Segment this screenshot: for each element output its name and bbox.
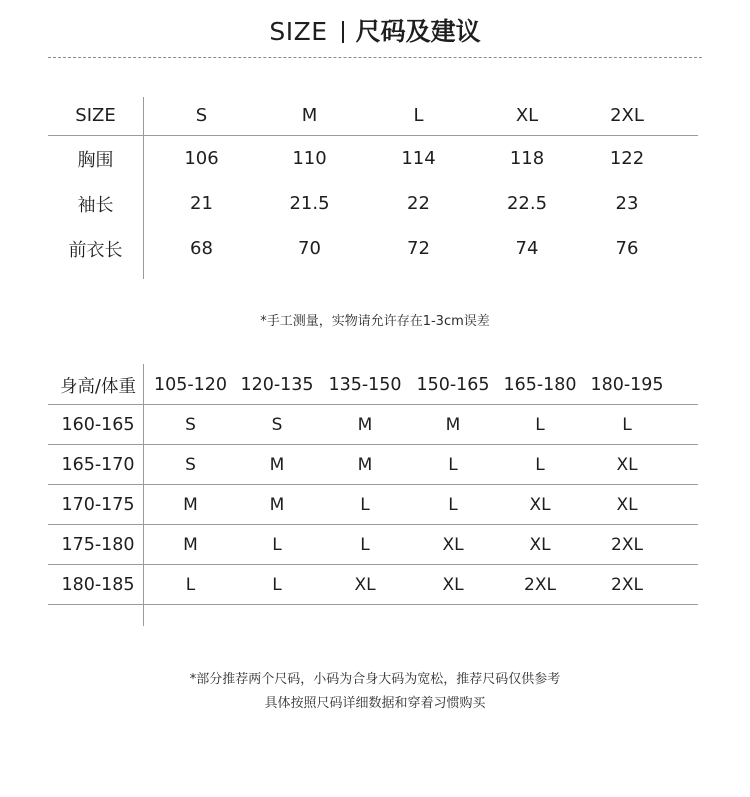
row-label: 前衣长 [68, 239, 123, 261]
title-zh: 尺码及建议 [355, 17, 481, 46]
table-cell: 122 [609, 148, 645, 169]
table-cell: 2XL [524, 574, 556, 595]
size-column-header: L [413, 104, 424, 126]
size-column-header: S [195, 104, 208, 126]
recommendation-note-line: 具体按照尺码详细数据和穿着习惯购买 [264, 696, 486, 711]
table-cell: XL [529, 534, 551, 555]
table-cell: L [360, 494, 370, 515]
title-separator [342, 21, 344, 43]
table-cell: M [183, 534, 198, 555]
table-row [48, 525, 698, 565]
height-row-label: 175-180 [61, 534, 135, 555]
table-cell: 22.5 [506, 193, 548, 214]
recommendation-note-line: *部分推荐两个尺码，小码为合身大码为宽松，推荐尺码仅供参考 [189, 672, 561, 687]
weight-column-header: 180-195 [590, 375, 664, 395]
table-cell: XL [354, 574, 376, 595]
table-cell: M [269, 454, 285, 475]
row-label: 胸围 [77, 149, 114, 171]
table-cell: 21 [190, 193, 213, 214]
weight-column-header: 165-180 [503, 375, 577, 395]
size-recommend-table [48, 366, 698, 631]
table-cell: L [535, 414, 545, 435]
table-cell: 76 [615, 238, 639, 259]
table-cell: M [357, 454, 373, 475]
table-cell: XL [529, 494, 551, 515]
table-cell: L [448, 454, 458, 475]
table-row [48, 181, 698, 226]
table-cell: 68 [190, 238, 213, 259]
table-row [48, 485, 698, 525]
table-cell: S [271, 414, 283, 435]
table-cell: 72 [407, 238, 430, 259]
table-cell: L [360, 534, 370, 555]
measurement-note: *手工测量，实物请允许存在1-3cm误差 [260, 314, 490, 329]
height-row-label: 180-185 [61, 574, 135, 595]
recommendation-note [0, 668, 750, 716]
table-cell: M [357, 414, 373, 435]
title-en: SIZE [269, 17, 328, 46]
table-cell: L [448, 494, 458, 515]
weight-column-header: 105-120 [153, 375, 228, 395]
table-row [48, 405, 698, 445]
table-cell: 70 [298, 238, 321, 259]
table-row [48, 226, 698, 271]
table-cell: L [622, 414, 632, 435]
height-row-label: 170-175 [61, 494, 135, 515]
weight-column-header: 120-135 [240, 375, 314, 395]
table-header-row [48, 95, 698, 136]
size-measure-table [48, 95, 698, 271]
weight-column-header: 150-165 [416, 375, 490, 395]
table-cell: XL [616, 494, 638, 515]
table-cell: L [535, 454, 545, 475]
table-cell: M [445, 414, 461, 435]
table-cell: 2XL [611, 574, 643, 595]
table-cell: 21.5 [289, 193, 330, 214]
table-header-row [48, 366, 698, 405]
table-row [48, 445, 698, 485]
page-title [0, 14, 750, 50]
table-cell: S [185, 454, 196, 475]
table-cell: 106 [184, 148, 219, 169]
table-cell: XL [442, 574, 464, 595]
weight-column-header: 135-150 [328, 375, 402, 395]
size-column-header: M [301, 104, 318, 126]
table-cell: M [269, 494, 285, 515]
table-empty-row [48, 605, 698, 631]
dashed-divider [48, 57, 702, 58]
table-cell: 74 [515, 238, 539, 259]
header-label: 身高/体重 [60, 376, 136, 397]
size-column-header: XL [515, 104, 539, 126]
row-label: 袖长 [77, 194, 114, 216]
table-cell: M [183, 494, 198, 515]
table-cell: XL [616, 454, 638, 475]
table-cell: L [185, 574, 196, 595]
table-cell: 23 [615, 193, 639, 214]
table-cell: L [272, 574, 282, 595]
table-row [48, 565, 698, 605]
table-cell: L [272, 534, 282, 555]
table-cell: 2XL [611, 534, 643, 555]
table-cell: XL [442, 534, 464, 555]
table-cell: 110 [292, 148, 327, 169]
table-cell: S [185, 414, 196, 435]
height-row-label: 165-170 [61, 454, 135, 475]
size-column-header: 2XL [610, 104, 644, 126]
height-row-label: 160-165 [61, 414, 135, 435]
table-cell: 118 [509, 148, 545, 169]
header-label: SIZE [75, 104, 116, 126]
table-cell: 114 [401, 148, 436, 169]
table-cell: 22 [407, 193, 430, 214]
table-row [48, 136, 698, 181]
